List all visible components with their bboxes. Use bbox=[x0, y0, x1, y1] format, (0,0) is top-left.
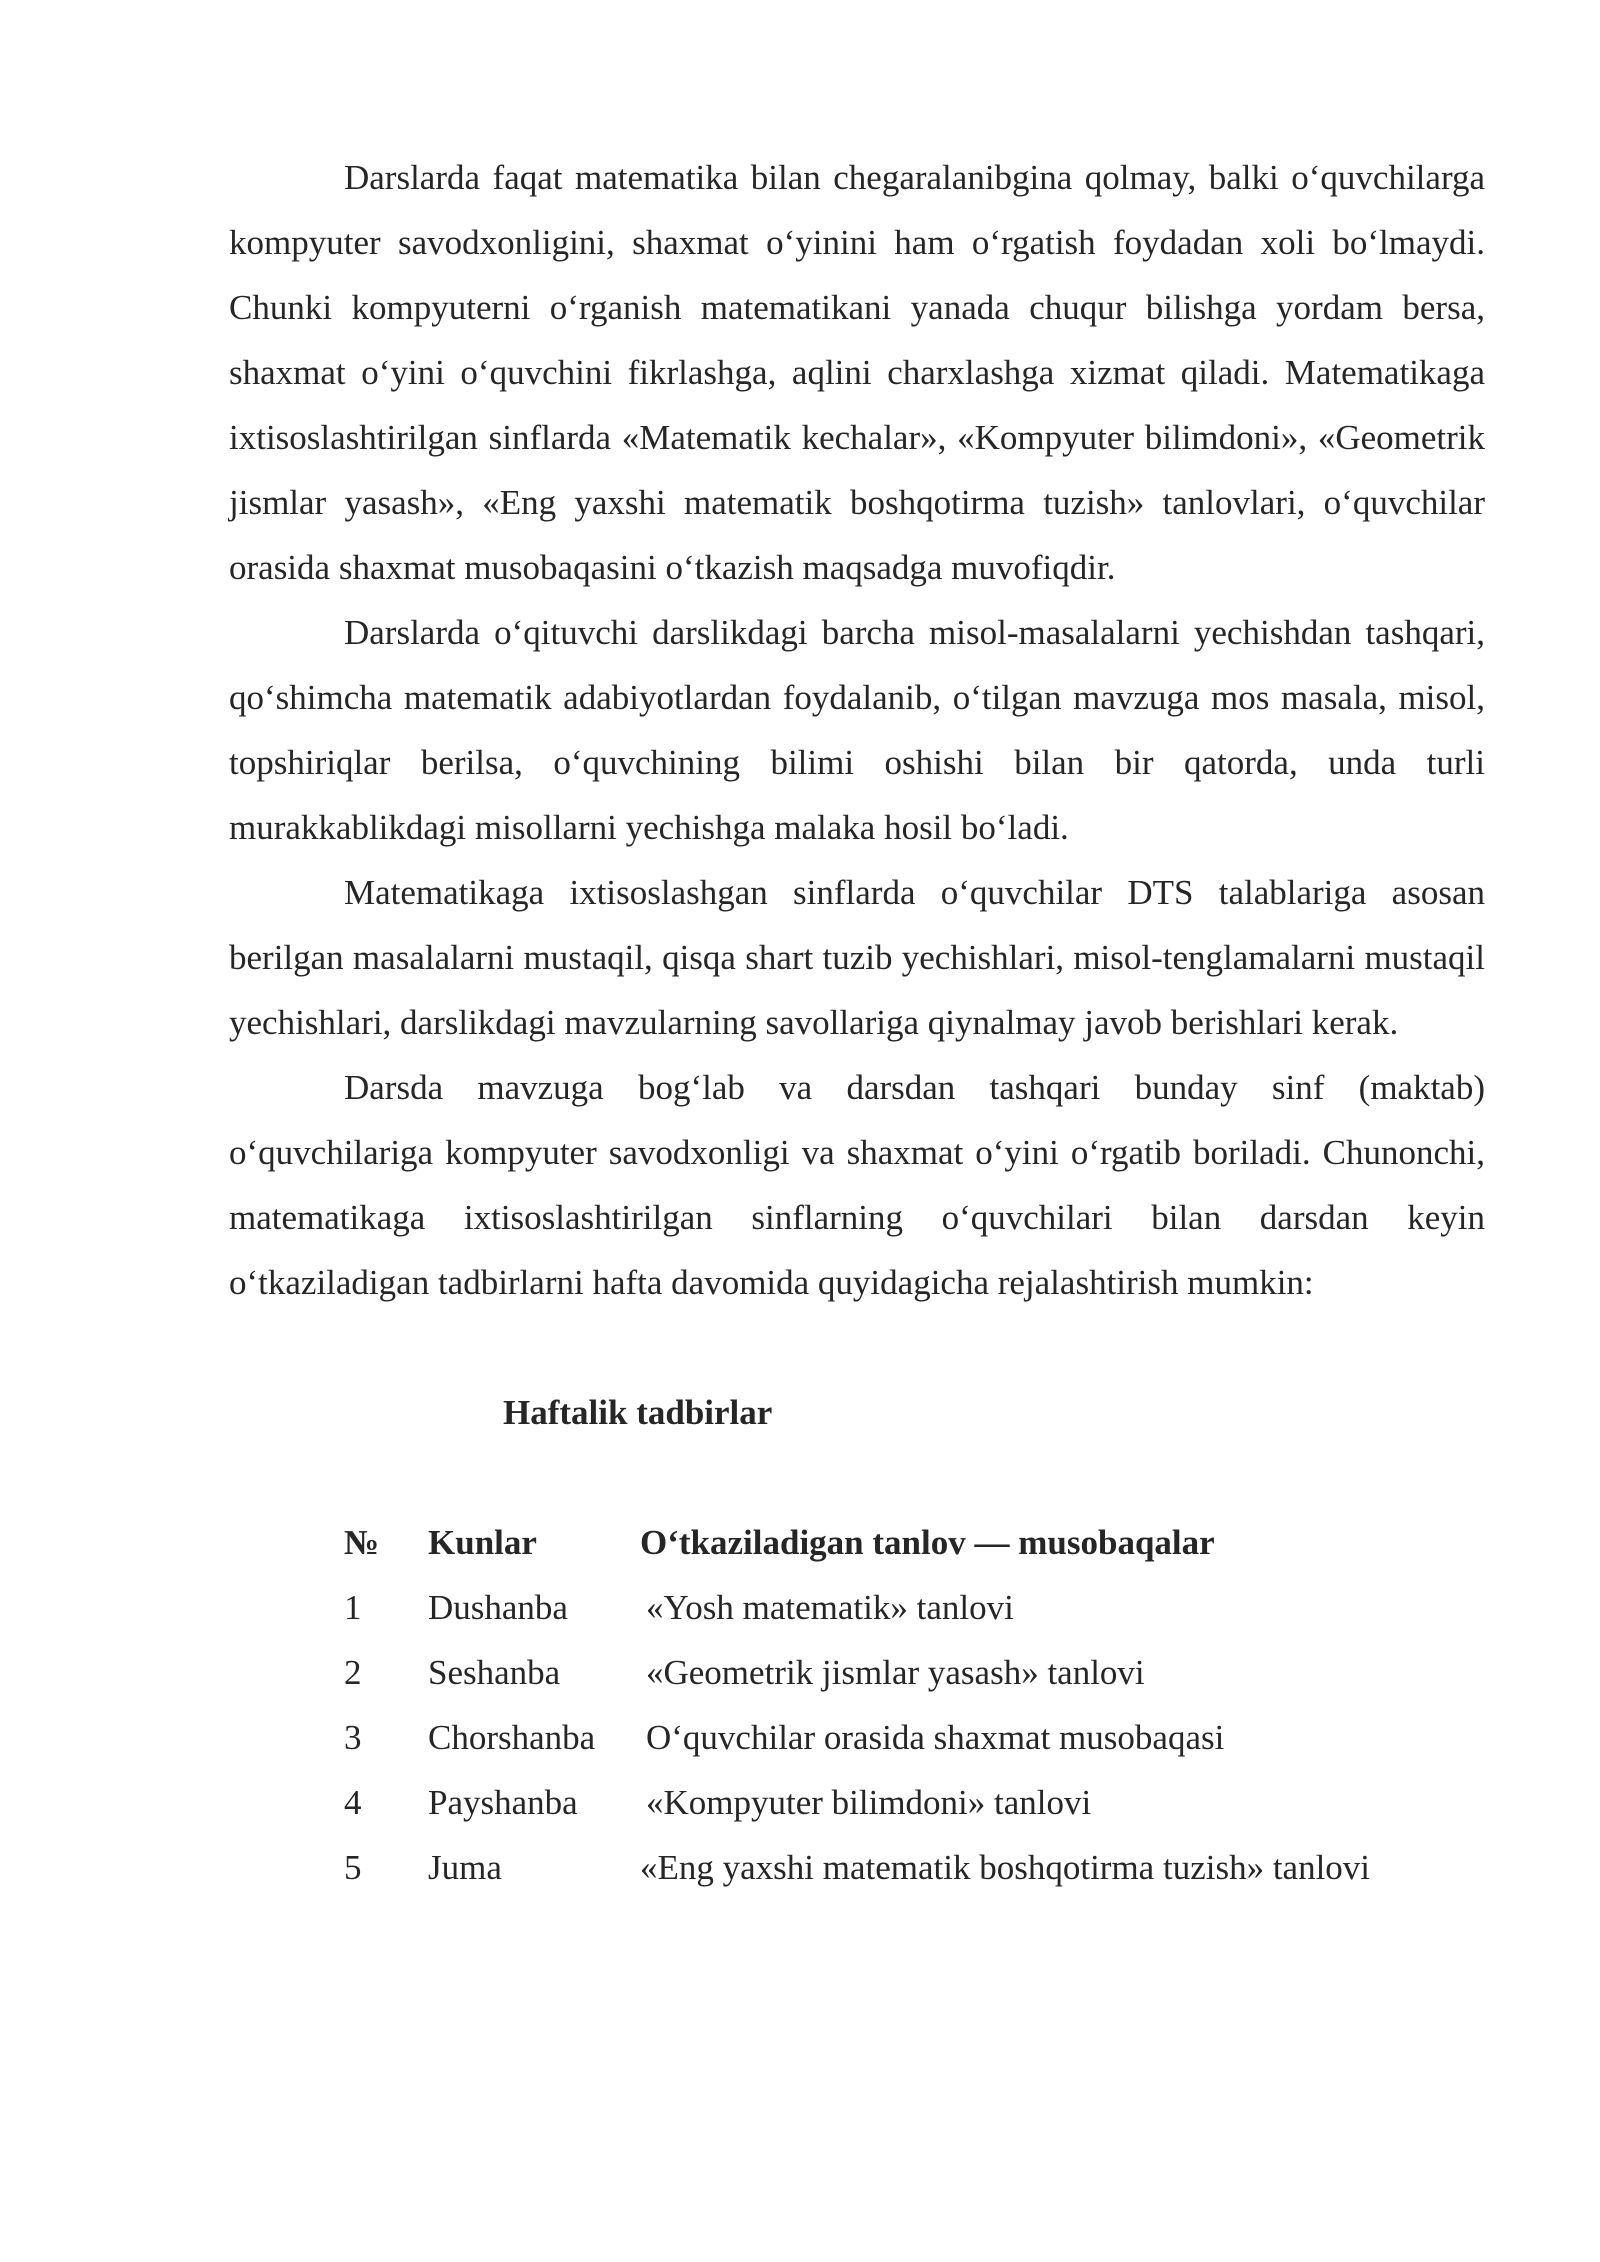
table-header-row bbox=[344, 1510, 1370, 1575]
row-event: «Geometrik jismlar yasash» tanlovi bbox=[646, 1653, 1145, 1692]
schedule-title: Haftalik tadbirlar bbox=[503, 1393, 773, 1432]
row-day: Seshanba bbox=[428, 1653, 561, 1692]
paragraph-4: Darsda mavzuga bog‘lab va darsdan tashqari bunday sinf (maktab) o‘quvchilariga kompyuter savodxonligi va shaxmat o‘yini o‘rgatib boriladi. Chunonchi, matematikaga ixtisoslashtirilgan sinflarning o‘quvchilari bilan darsdan keyin o‘tkaziladigan tadbirlarni hafta davomida quyidagicha rejalashtirish mumkin: bbox=[229, 1068, 1485, 1302]
row-event: «Yosh matematik» tanlovi bbox=[646, 1588, 1014, 1627]
table-row bbox=[344, 1705, 1370, 1770]
table-row bbox=[344, 1835, 1370, 1900]
table-row bbox=[344, 1640, 1370, 1705]
row-day: Chorshanba bbox=[428, 1718, 596, 1757]
row-number: 4 bbox=[344, 1783, 362, 1822]
paragraph-1: Darslarda faqat matematika bilan chegaralanibgina qolmay, balki o‘quvchilarga kompyuter savodxonligini, shaxmat o‘yinini ham o‘rgatish foydadan xoli bo‘lmaydi. Chunki kompyuterni o‘rganish matematikani yanada chuqur bilishga yordam bersa, shaxmat o‘yini o‘quvchini fikrlashga, aqlini charxlashga xizmat qiladi. Matematikaga ixtisoslashtirilgan sinflarda «Matematik kechalar», «Kompyuter bilimdoni», «Geometrik jismlar yasash», «Eng yaxshi matematik boshqotirma tuzish» tanlovlari, o‘quvchilar orasida shaxmat musobaqasini o‘tkazish maqsadga muvofiqdir. bbox=[229, 158, 1485, 587]
row-event: O‘quvchilar orasida shaxmat musobaqasi bbox=[646, 1718, 1225, 1757]
row-number: 5 bbox=[344, 1848, 362, 1887]
paragraph-2: Darslarda o‘qituvchi darslikdagi barcha misol-masalalarni yechishdan tashqari, qo‘shimcha matematik adabiyotlardan foydalanib, o‘tilgan mavzuga mos masala, misol, topshiriqlar berilsa, o‘quvchining bilimi oshishi bilan bir qatorda, unda turli murakkablikdagi misollarni yechishga malaka hosil bo‘ladi. bbox=[229, 613, 1485, 847]
row-number: 1 bbox=[344, 1588, 362, 1627]
table-row bbox=[344, 1770, 1370, 1835]
row-day: Dushanba bbox=[428, 1588, 568, 1627]
row-event: «Kompyuter bilimdoni» tanlovi bbox=[646, 1783, 1092, 1822]
paragraph-3: Matematikaga ixtisoslashgan sinflarda o‘quvchilar DTS talablariga asosan berilgan masalalarni mustaqil, qisqa shart tuzib yechishlari, misol-tenglamalarni mustaqil yechishlari, darslikdagi mavzularning savollariga qiynalmay javob berishlari kerak. bbox=[229, 873, 1485, 1042]
row-number: 3 bbox=[344, 1718, 362, 1757]
table-row bbox=[344, 1575, 1370, 1640]
row-day: Juma bbox=[428, 1848, 502, 1887]
header-events: O‘tkaziladigan tanlov — musobaqalar bbox=[640, 1523, 1215, 1562]
header-days: Kunlar bbox=[428, 1523, 537, 1562]
header-number: № bbox=[344, 1523, 380, 1562]
document-page bbox=[229, 145, 1485, 1900]
row-day: Payshanba bbox=[428, 1783, 578, 1822]
row-event: «Eng yaxshi matematik boshqotirma tuzish» tanlovi bbox=[640, 1848, 1371, 1887]
row-number: 2 bbox=[344, 1653, 362, 1692]
schedule-table bbox=[344, 1510, 1370, 1900]
